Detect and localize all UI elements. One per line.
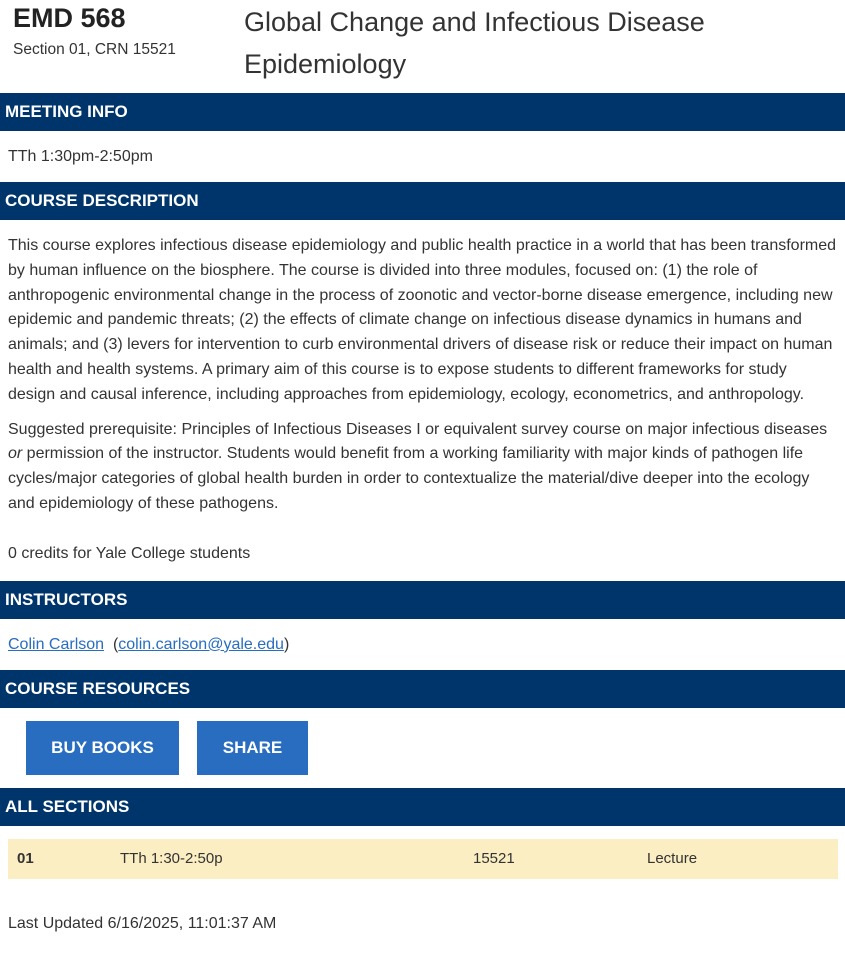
course-title: Global Change and Infectious Disease Epidemiology — [244, 7, 705, 79]
paren-open: ( — [112, 635, 119, 653]
prerequisite-paragraph — [8, 418, 837, 517]
paren-close: ) — [283, 635, 290, 653]
sections-list — [0, 826, 845, 915]
section-type: Lecture — [647, 849, 698, 867]
section-time: TTh 1:30-2:50p — [120, 849, 223, 867]
instructor-email-link[interactable]: colin.carlson@yale.edu — [118, 635, 284, 653]
section-crn-value: 15521 — [473, 849, 515, 867]
prereq-text-rest: permission of the instructor. Students would benefit from a working familiarity with major kinds of pathogen life cycles/major categories of global health burden in order to contextualize the material/dive deeper into the ecology and epidemiology of these pathogens. — [8, 445, 810, 512]
meeting-time: TTh 1:30pm-2:50pm — [8, 148, 153, 165]
last-updated: Last Updated 6/16/2025, 11:01:37 AM — [8, 914, 277, 932]
course-code: EMD 568 — [13, 3, 126, 33]
section-row[interactable] — [8, 839, 838, 879]
section-number: 01 — [17, 849, 34, 867]
course-description — [0, 220, 845, 517]
prereq-or: or — [8, 445, 23, 463]
buy-books-button[interactable]: BUY BOOKS — [26, 721, 179, 775]
course-resources-heading: COURSE RESOURCES — [0, 670, 845, 708]
course-resources — [0, 708, 845, 788]
prereq-text: Suggested prerequisite: Principles of Infectious Diseases I or equivalent survey course on major infectious diseases — [8, 420, 828, 438]
share-button[interactable]: SHARE — [197, 721, 308, 775]
credits-note: 0 credits for Yale College students — [8, 544, 251, 562]
instructor-name-link[interactable]: Colin Carlson — [8, 635, 105, 653]
section-crn: Section 01, CRN 15521 — [13, 41, 176, 58]
all-sections-heading: ALL SECTIONS — [0, 788, 845, 826]
instructor-line — [0, 619, 845, 670]
meeting-info-heading: MEETING INFO — [0, 93, 845, 131]
course-description-heading: COURSE DESCRIPTION — [0, 182, 845, 220]
course-header — [0, 0, 845, 93]
description-paragraph: This course explores infectious disease epidemiology and public health practice in a world that has been transformed by human influence on the biosphere. The course is divided into three modules, focused on: (1) the role of anthropogenic environmental change in the process of zoonotic and vector-borne disease emergence, including new epidemic and pandemic threats; (2) the effects of climate change on infectious disease dynamics in humans and animals; and (3) levers for intervention to curb environmental drivers of disease risk or reduce their impact on human health and health systems. A primary aim of this course is to expose students to different frameworks for study design and causal inference, including approaches from epidemiology, ecology, econometrics, and anthropology. — [8, 237, 837, 403]
instructors-heading: INSTRUCTORS — [0, 581, 845, 619]
